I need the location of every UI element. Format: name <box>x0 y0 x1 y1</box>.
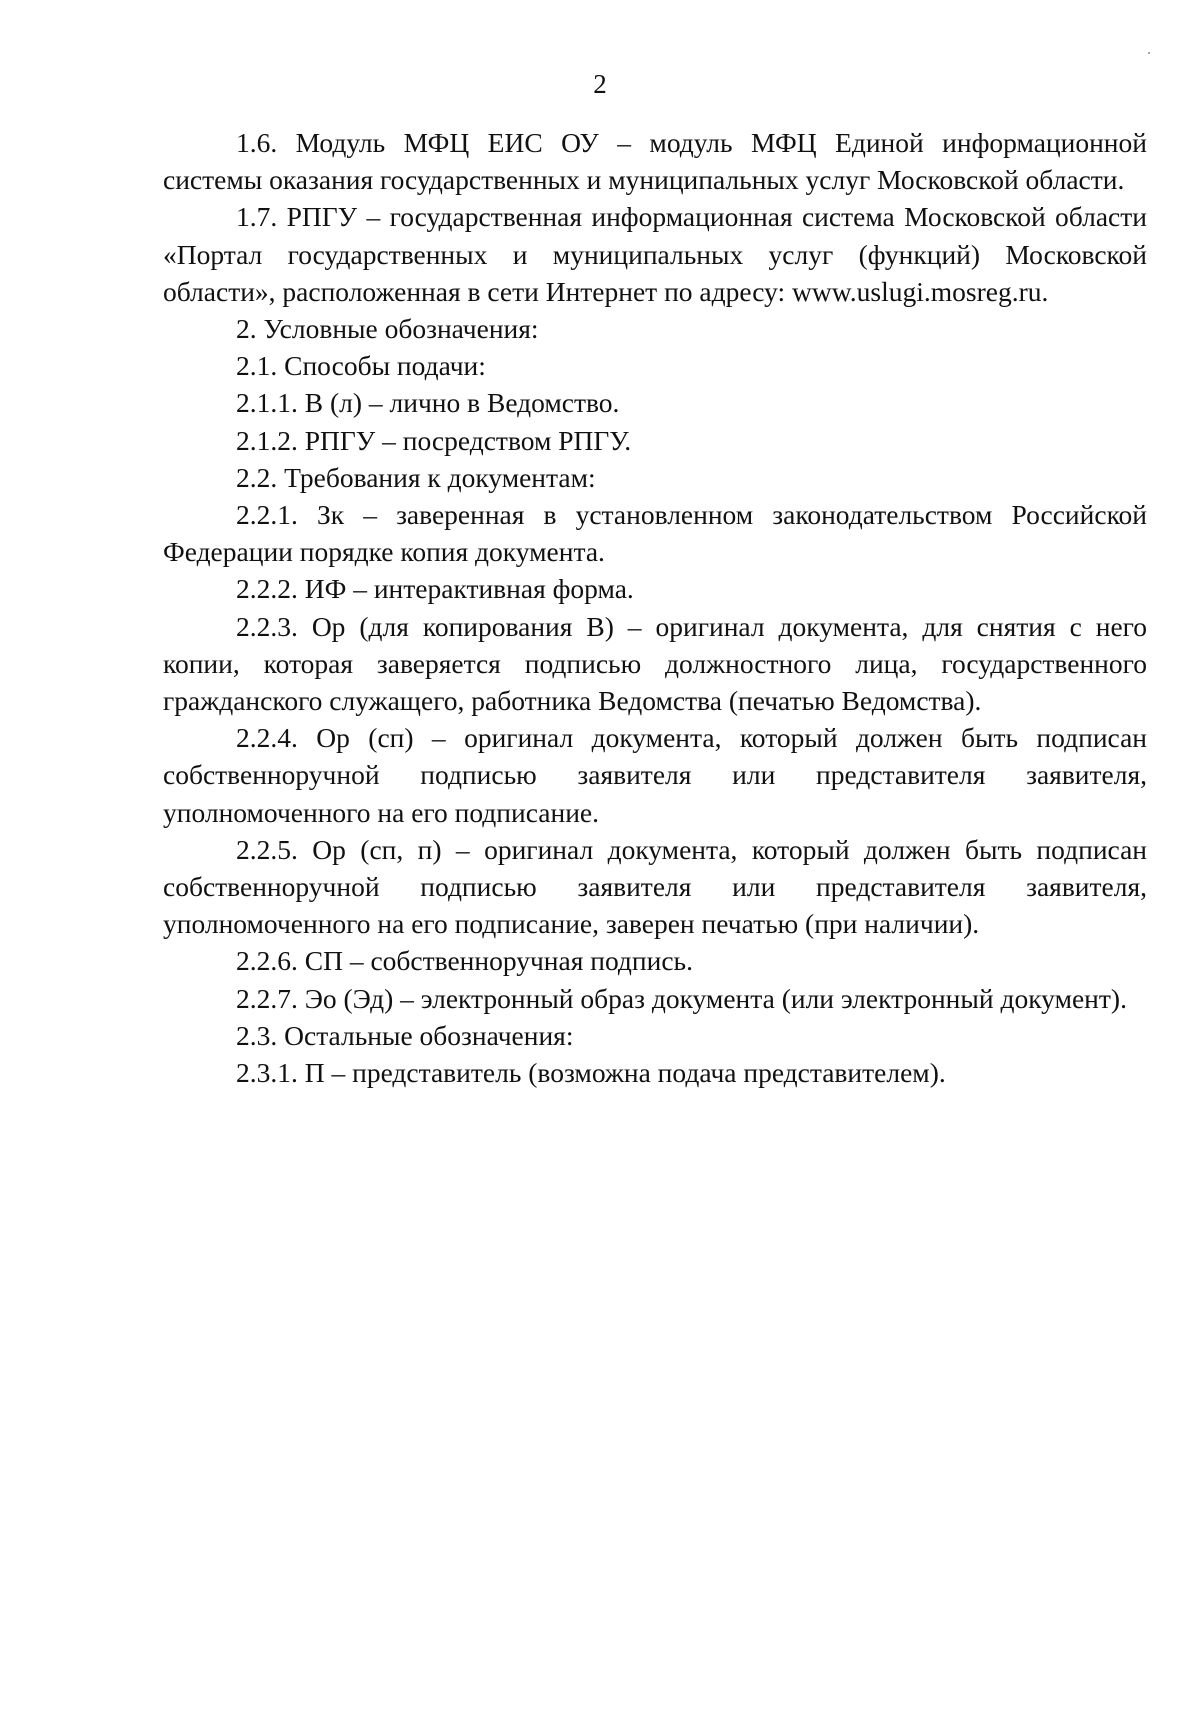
scan-speck <box>1148 52 1150 54</box>
document-body <box>163 124 1147 1091</box>
paragraph-2-1-1: 2.1.1. В (л) – лично в Ведомство. <box>236 387 620 419</box>
paragraph-1-6: 1.6. Модуль МФЦ ЕИС ОУ – модуль МФЦ Единой информационной системы оказания государственных и муниципальных услуг Московской области. <box>163 127 1147 196</box>
paragraph-2-3: 2.3. Остальные обозначения: <box>236 1019 574 1051</box>
paragraph-2-2-7: 2.2.7. Эо (Эд) – электронный образ документа (или электронный документ). <box>236 982 1127 1014</box>
paragraph-2-2-3: 2.2.3. Ор (для копирования В) – оригинал документа, для снятия с него копии, которая заверяется подписью должностного лица, государственного гражданского служащего, работника Ведомства (печатью Ведомства). <box>163 610 1147 717</box>
paragraph-2: 2. Условные обозначения: <box>236 313 539 345</box>
paragraph-2-2-5: 2.2.5. Ор (сп, п) – оригинал документа, который должен быть подписан собственноручной подписью заявителя или представителя заявителя, уполномоченного на его подписание, заверен печатью (при наличии). <box>163 833 1147 940</box>
paragraph-2-1-2: 2.1.2. РПГУ – посредством РПГУ. <box>236 424 632 456</box>
paragraph-2-2-1: 2.2.1. Зк – заверенная в установленном законодательством Российской Федерации порядке копия документа. <box>163 499 1147 568</box>
paragraph-2-2-4: 2.2.4. Ор (сп) – оригинал документа, который должен быть подписан собственноручной подписью заявителя или представителя заявителя, уполномоченного на его подписание. <box>163 722 1147 828</box>
paragraph-2-3-1: 2.3.1. П – представитель (возможна подача представителем). <box>236 1057 946 1089</box>
paragraph-2-2: 2.2. Требования к документам: <box>236 461 596 493</box>
paragraph-1-7: 1.7. РПГУ – государственная информационная система Московской области «Портал государственных и муниципальных услуг (функций) Московской области», расположенная в сети Интернет по адресу: www.uslugi.mosreg.ru. <box>163 201 1147 307</box>
paragraph-2-2-2: 2.2.2. ИФ – интерактивная форма. <box>236 573 634 605</box>
paragraph-2-2-6: 2.2.6. СП – собственноручная подпись. <box>236 945 693 977</box>
paragraph-2-1: 2.1. Способы подачи: <box>236 350 486 382</box>
page-number: 2 <box>593 69 607 99</box>
